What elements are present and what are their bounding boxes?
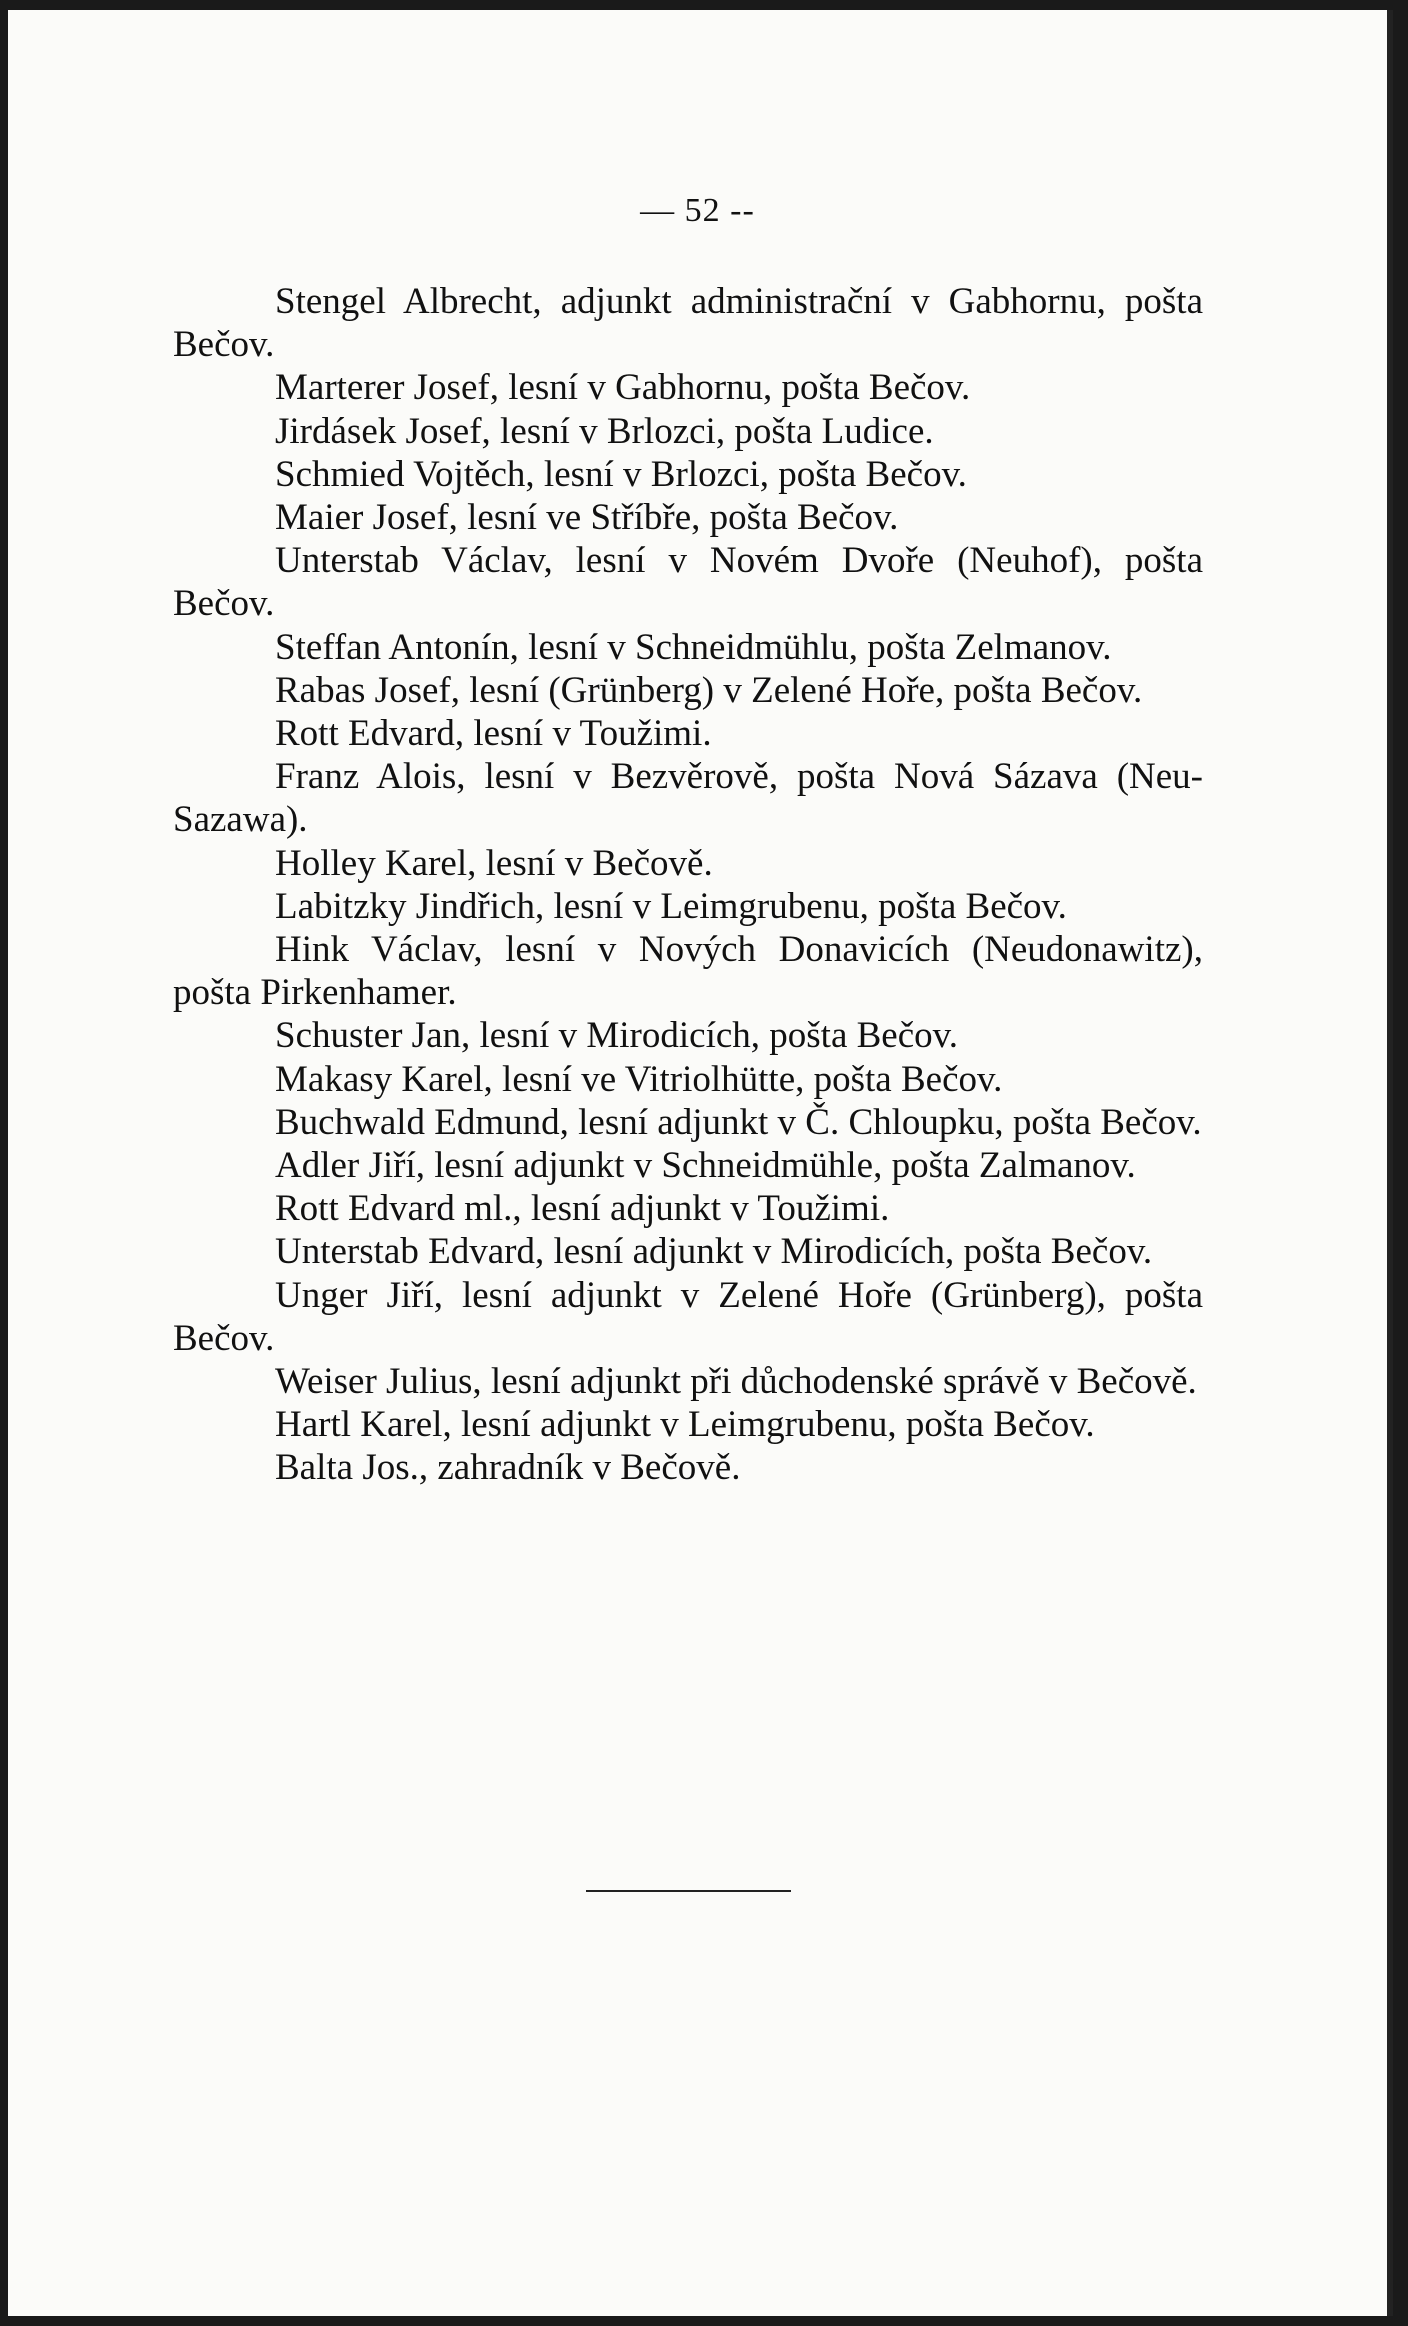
- list-entry: Rott Edvard, lesní v Toužimi.: [275, 713, 712, 755]
- list-entry: Holley Karel, lesní v Bečově.: [275, 842, 713, 884]
- section-divider: [586, 1890, 791, 1892]
- list-entry: Schmied Vojtěch, lesní v Brlozci, pošta Bečov.: [275, 453, 967, 495]
- list-entry: Rott Edvard ml., lesní adjunkt v Toužimi.: [275, 1188, 890, 1230]
- list-entry: Buchwald Edmund, lesní adjunkt v Č. Chloupku, pošta Bečov.: [275, 1101, 1202, 1143]
- list-entry: Hartl Karel, lesní adjunkt v Leimgrubenu, pošta Bečov.: [275, 1404, 1095, 1446]
- list-entry: Rabas Josef, lesní (Grünberg) v Zelené Hoře, pošta Bečov.: [275, 669, 1143, 711]
- list-entry: Schuster Jan, lesní v Mirodicích, pošta Bečov.: [275, 1015, 959, 1057]
- list-entry: Maier Josef, lesní ve Stříbře, pošta Bečov.: [275, 497, 899, 539]
- list-entry: Hink Václav, lesní v Nových Donavicích (Neudonawitz), pošta Pirkenhamer.: [173, 929, 1203, 1014]
- page-number: — 52 --: [640, 192, 755, 229]
- list-entry: Stengel Albrecht, adjunkt administrační v Gabhornu, pošta Bečov.: [173, 281, 1203, 366]
- list-entry: Unterstab Edvard, lesní adjunkt v Mirodicích, pošta Bečov.: [275, 1231, 1153, 1273]
- list-entry: Marterer Josef, lesní v Gabhornu, pošta Bečov.: [275, 367, 971, 409]
- list-entry: Labitzky Jindřich, lesní v Leimgrubenu, pošta Bečov.: [275, 885, 1067, 927]
- list-entry: Weiser Julius, lesní adjunkt při důchodenské správě v Bečově.: [275, 1361, 1197, 1403]
- list-entry: Adler Jiří, lesní adjunkt v Schneidmühle, pošta Zalmanov.: [275, 1145, 1136, 1187]
- book-page: [8, 10, 1393, 2316]
- staff-list: [173, 280, 1203, 1490]
- list-entry: Unger Jiří, lesní adjunkt v Zelené Hoře (Grünberg), pošta Bečov.: [173, 1274, 1203, 1359]
- list-entry: Jirdásek Josef, lesní v Brlozci, pošta Ludice.: [275, 410, 934, 452]
- list-entry: Balta Jos., zahradník v Bečově.: [275, 1447, 741, 1489]
- list-entry: Franz Alois, lesní v Bezvěrově, pošta Nová Sázava (Neu-Sazawa).: [173, 756, 1203, 841]
- list-entry: Makasy Karel, lesní ve Vitriolhütte, pošta Bečov.: [275, 1058, 1003, 1100]
- list-entry: Steffan Antonín, lesní v Schneidmühlu, pošta Zelmanov.: [275, 626, 1112, 668]
- list-entry: Unterstab Václav, lesní v Novém Dvoře (Neuhof), pošta Bečov.: [173, 540, 1203, 625]
